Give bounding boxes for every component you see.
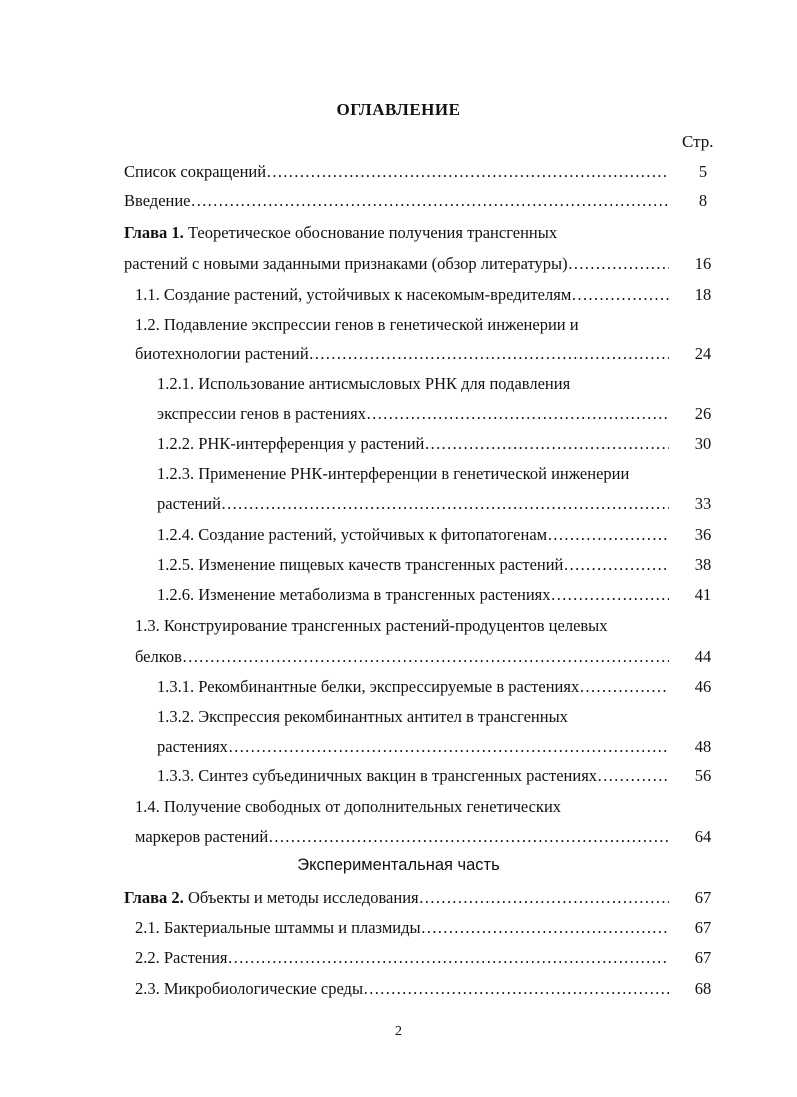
toc-entry-text: биотехнологии растений ………………………………………………………………………………………………………………………… [135, 344, 669, 363]
toc-entry [0, 763, 797, 789]
toc-entry-text: 1.2.2. РНК-интерференция у растений ………………………………………………………………………………………………………………………… [157, 434, 669, 453]
toc-entry-text: 1.4. Получение свободных от дополнительных генетических [135, 797, 562, 816]
toc-entry-text: растений с новыми заданными признаками (обзор литературы) ………………………………………………………………………………………………………………………… [124, 254, 669, 273]
toc-entry-page: 5 [698, 162, 708, 181]
toc-entry-page: 8 [698, 191, 708, 210]
toc-entry-page: 24 [694, 344, 712, 363]
toc-entry-text: 1.3.2. Экспрессия рекомбинантных антител в трансгенных [157, 707, 568, 726]
toc-entry-page: 30 [694, 434, 712, 453]
toc-entry-continuation [0, 734, 797, 760]
toc-entry-page: 41 [694, 585, 712, 604]
toc-entry-page: 26 [694, 404, 712, 423]
toc-entry-page: 64 [694, 827, 712, 846]
toc-entry-page: 33 [694, 494, 712, 513]
toc-entry [0, 945, 797, 971]
toc-entry-text: 1.2. Подавление экспрессии генов в генетической инженерии и [135, 315, 579, 334]
toc-entry-text: 1.2.3. Применение РНК-интерференции в генетической инженерии [157, 464, 630, 483]
toc-entry-text: 2.2. Растения ………………………………………………………………………………………………………………………… [135, 948, 669, 967]
page-number: 2 [395, 1024, 402, 1039]
toc-entry-continuation [0, 491, 797, 517]
toc-entry-page: 46 [694, 677, 712, 696]
toc-entry-continuation [0, 401, 797, 427]
toc-entry-page: 67 [694, 888, 712, 907]
toc-entry [0, 613, 797, 639]
toc-entry-text: маркеров растений ………………………………………………………………………………………………………………………… [135, 827, 669, 846]
toc-title: ОГЛАВЛЕНИЕ [336, 100, 461, 119]
toc-entry-text: 1.3.3. Синтез субъединичных вакцин в трансгенных растениях ………………………………………………………………………………………………………………………… [157, 766, 669, 785]
toc-entry-page: 48 [694, 737, 712, 756]
toc-entry [0, 976, 797, 1002]
toc-entry-text: 1.2.6. Изменение метаболизма в трансгенных растениях ………………………………………………………………………………………………………………………… [157, 585, 669, 604]
chapter-label: Глава 2. [124, 888, 184, 907]
toc-entry-text: Объекты и методы исследования [183, 888, 419, 907]
toc-entry [0, 552, 797, 578]
toc-entry [0, 915, 797, 941]
toc-entry [0, 282, 797, 308]
toc-entry [0, 431, 797, 457]
toc-entry-page: 67 [694, 918, 712, 937]
toc-entry-page: 68 [694, 979, 712, 998]
toc-entry-continuation [0, 341, 797, 367]
toc-entry-page: 16 [694, 254, 712, 273]
toc-entry [0, 674, 797, 700]
toc-entry-text: 2.3. Микробиологические среды ………………………………………………………………………………………………………………………… [135, 979, 669, 998]
toc-entry-text: экспрессии генов в растениях ………………………………………………………………………………………………………………………… [157, 404, 669, 423]
toc-entry [0, 188, 797, 214]
toc-entry-text: Список сокращений ………………………………………………………………………………………………………………………… [124, 162, 669, 181]
toc-entry-text: 1.3. Конструирование трансгенных растений-продуцентов целевых [135, 616, 608, 635]
toc-entry-text: растениях ………………………………………………………………………………………………………………………… [157, 737, 669, 756]
toc-entry-page: 44 [694, 647, 712, 666]
toc-entry-page: 36 [694, 525, 712, 544]
page-column-label: Стр. [682, 132, 714, 151]
toc-entry [0, 885, 797, 911]
toc-entry-text: 1.3.1. Рекомбинантные белки, экспрессируемые в растениях ………………………………………………………………………………………………………………………… [157, 677, 669, 696]
toc-entry [0, 461, 797, 487]
toc-entry-page: 56 [694, 766, 712, 785]
toc-entry-text: растений ………………………………………………………………………………………………………………………… [157, 494, 669, 513]
toc-entry-continuation [0, 644, 797, 670]
toc-entry-text: 1.2.5. Изменение пищевых качеств трансгенных растений ………………………………………………………………………………………………………………………… [157, 555, 669, 574]
toc-entry-text: 1.2.1. Использование антисмысловых РНК для подавления [157, 374, 571, 393]
section-heading: Экспериментальная часть [297, 856, 500, 874]
toc-entry-text: 2.1. Бактериальные штаммы и плазмиды ………………………………………………………………………………………………………………………… [135, 918, 669, 937]
chapter-label: Глава 1. [124, 223, 184, 242]
toc-entry [0, 522, 797, 548]
toc-entry-page: 67 [694, 948, 712, 967]
toc-entry-continuation [0, 824, 797, 850]
toc-entry-page: 18 [694, 285, 712, 304]
toc-entry-text: белков ………………………………………………………………………………………………………………………… [135, 647, 669, 666]
toc-entry-page: 38 [694, 555, 712, 574]
toc-entry [0, 220, 797, 246]
toc-entry [0, 704, 797, 730]
toc-entry-text: 1.1. Создание растений, устойчивых к насекомым-вредителям ………………………………………………………………………………………………………………………… [135, 285, 669, 304]
toc-entry [0, 794, 797, 820]
toc-entry-text: Введение ………………………………………………………………………………………………………………………… [124, 191, 669, 210]
toc-entry [0, 159, 797, 185]
toc-entry-text: 1.2.4. Создание растений, устойчивых к фитопатогенам ………………………………………………………………………………………………………………………… [157, 525, 669, 544]
toc-entry-continuation [0, 251, 797, 277]
toc-entry-text: Теоретическое обоснование получения трансгенных [183, 223, 558, 242]
toc-entry [0, 582, 797, 608]
toc-entry [0, 312, 797, 338]
toc-entry [0, 371, 797, 397]
